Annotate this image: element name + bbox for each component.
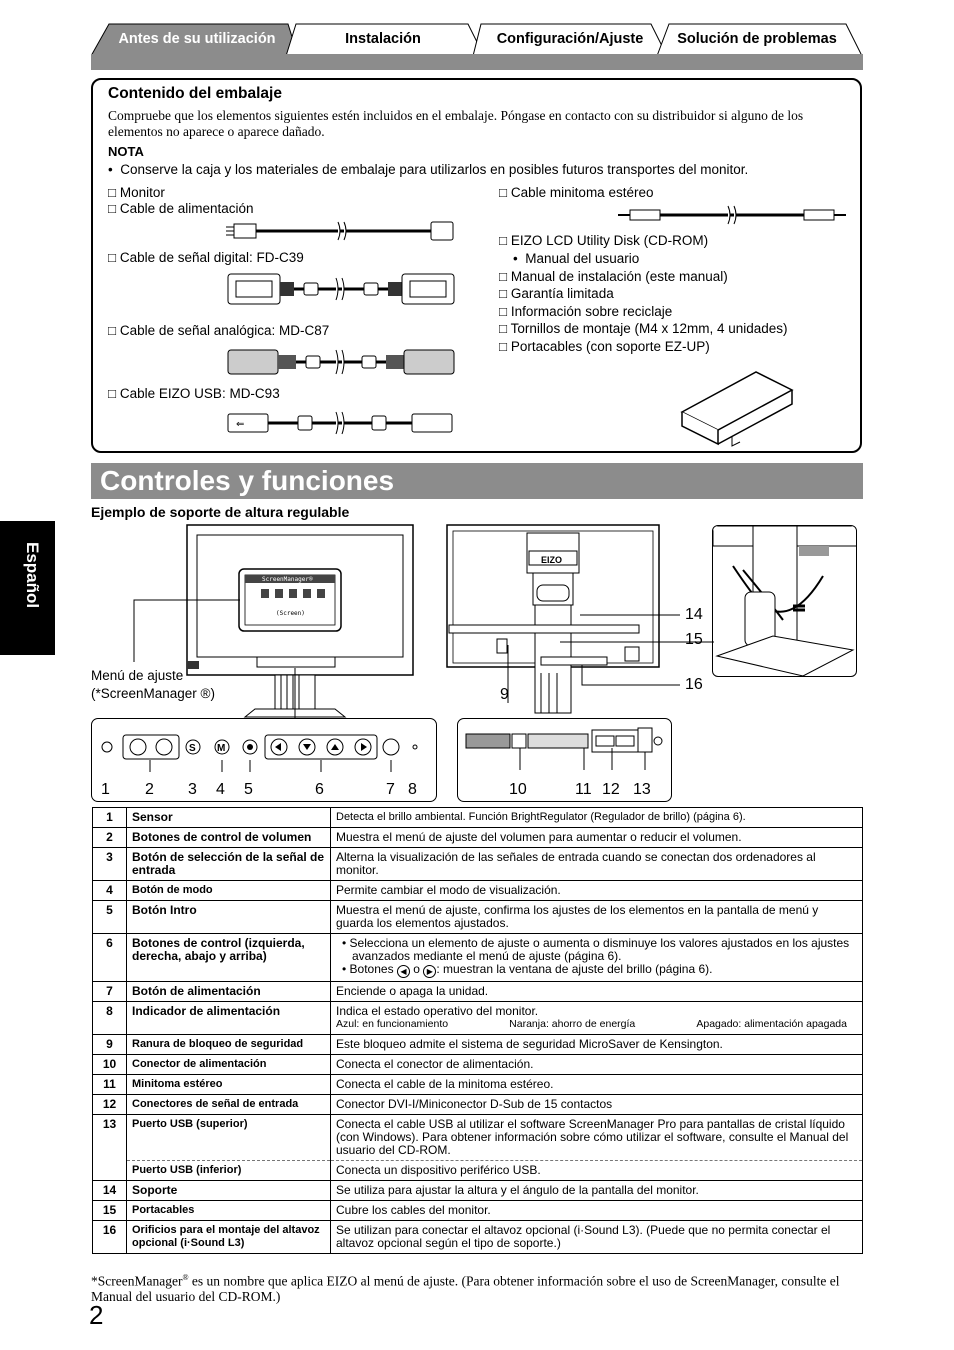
usb-cable-illustration (226, 410, 456, 436)
right-arrow-icon: ▶ (423, 965, 436, 978)
dsub-cable-illustration (226, 344, 456, 380)
table-row: 8 Indicador de alimentación Indica el estado operativo del monitor. Azul: en funcionamiento Naranja: ahorro de energía Apagado: alimentación apagada (93, 1002, 863, 1035)
screen-sub: (Screen) (276, 610, 305, 617)
state-off: Apagado: alimentación apagada (696, 1018, 847, 1030)
stand-closeup-frame (712, 525, 857, 677)
rear-label-14: 14 (685, 606, 703, 623)
table-row: 3 Botón de selección de la señal de entrada Alterna la visualización de las señales de entrada cuando se conectan dos ordenadores al monitor. (93, 848, 863, 881)
rear-label-12: 12 (602, 781, 620, 798)
rear-label-13: 13 (633, 781, 651, 798)
front-label-7: 7 (386, 781, 395, 798)
table-row: 16 Orificios para el montaje del altavoz opcional (i·Sound L3) Se utilizan para conectar el altavoz opcional (i·Sound L3). (Puede que no permita conectar el altavoz opcional según el tipo de soporte.) (93, 1221, 863, 1254)
package-item: □ Información sobre reciclaje (499, 304, 673, 319)
table-row: 13 Puerto USB (superior) Conecta el cable USB al utilizar el software ScreenManager Pro para pantallas de cristal líquido (con Windows). Para obtener información sobre cómo utilizar el software, consulte el Manual del usuario del CD-ROM. (93, 1115, 863, 1161)
diagram-caption: Ejemplo de soporte de altura regulable (91, 504, 350, 520)
table-row: 5 Botón Intro Muestra el menú de ajuste, confirma los ajustes de los elementos en la pantalla de menú y guarda los elementos ajustados. (93, 901, 863, 934)
front-label-3: 3 (188, 781, 197, 798)
power-cable-illustration (226, 218, 456, 244)
svg-text:⇐: ⇐ (236, 419, 245, 430)
front-label-1: 1 (101, 781, 110, 798)
table-row: 15 Portacables Cubre los cables del monitor. (93, 1201, 863, 1221)
tab-solucion[interactable]: Solución de problemas (677, 31, 837, 47)
table-row: 11 Minitoma estéreo Conecta el cable de la minitoma estéreo. (93, 1075, 863, 1095)
menu-callout-line (130, 598, 242, 664)
package-item: □ Cable de señal digital: FD-C39 (108, 250, 304, 265)
footnote (91, 1270, 861, 1304)
table-row: 4 Botón de modo Permite cambiar el modo de visualización. (93, 881, 863, 901)
footnote-text: es un nombre que aplica EIZO al menú de ajuste. (Para obtener información sobre el uso de ScreenManager, consulte el Manual del usuario del CD-ROM.) (91, 1273, 840, 1304)
svg-text:S: S (189, 743, 196, 754)
front-label-4: 4 (216, 781, 225, 798)
package-item: □ EIZO LCD Utility Disk (CD-ROM) (499, 233, 709, 248)
language-label: Español (23, 542, 42, 609)
table-row: 7 Botón de alimentación Enciende o apaga la unidad. (93, 982, 863, 1002)
table-row: Puerto USB (inferior) Conecta un dispositivo periférico USB. (93, 1161, 863, 1181)
rear-label-15: 15 (685, 631, 703, 648)
package-item: □ Cable EIZO USB: MD-C93 (108, 386, 280, 401)
tab-configuracion[interactable]: Configuración/Ajuste (496, 31, 644, 47)
svg-text:M: M (217, 743, 226, 754)
controls-table (92, 807, 863, 1254)
menu-label-line2: (*ScreenManager ®) (91, 686, 215, 701)
row-8-desc: Indica el estado operativo del monitor. Azul: en funcionamiento Naranja: ahorro de energía Apagado: alimentación apagada (331, 1002, 863, 1035)
rear-label-10: 10 (509, 781, 527, 798)
package-item: □ Monitor (108, 185, 165, 200)
table-row: 14 Soporte Se utiliza para ajustar la altura y el ángulo de la pantalla del monitor. (93, 1181, 863, 1201)
rear-label-16: 16 (685, 676, 703, 693)
table-row: 9 Ranura de bloqueo de seguridad Este bloqueo admite el sistema de seguridad MicroSaver de Kensington. (93, 1035, 863, 1055)
package-item: □ Garantía limitada (499, 286, 614, 301)
note-title: NOTA (108, 144, 144, 159)
front-label-2: 2 (145, 781, 154, 798)
package-item: □ Portacables (con soporte EZ-UP) (499, 339, 710, 354)
tab-bar-base (91, 54, 863, 70)
table-row: 2 Botones de control de volumen Muestra el menú de ajuste del volumen para aumentar o reducir el volumen. (93, 828, 863, 848)
dvi-cable-illustration (226, 268, 456, 310)
table-row: 10 Conector de alimentación Conecta el conector de alimentación. (93, 1055, 863, 1075)
note-body: Conserve la caja y los materiales de embalaje para utilizarlos en posibles futuros transportes del monitor. (120, 162, 749, 177)
front-buttons-illustration (95, 730, 435, 776)
eizo-logo: EIZO (541, 555, 563, 565)
rear-label-9: 9 (500, 686, 509, 703)
cable-holder-illustration (672, 368, 796, 450)
package-item: • Manual del usuario (513, 251, 640, 266)
package-item: □ Cable de alimentación (108, 201, 254, 216)
footnote-reg: ® (182, 1273, 189, 1282)
package-item: □ Cable minitoma estéreo (499, 185, 654, 200)
screen-title: ScreenManager® (262, 576, 313, 583)
state-orange: Naranja: ahorro de energía (509, 1018, 636, 1030)
row-6-desc: • Selecciona un elemento de ajuste o aumenta o disminuye los valores ajustados en los ajustes avanzados mediante el menú de ajuste (página 6). • Botones ◀ o ▶ : muestran la ventana de ajuste del brillo (página 6). (331, 934, 863, 982)
package-item: □ Manual de instalación (este manual) (499, 269, 728, 284)
package-item: □ Cable de señal analógica: MD-C87 (108, 323, 330, 338)
minijack-cable-illustration (618, 205, 846, 225)
package-title: Contenido del embalaje (108, 85, 282, 102)
table-row: 6 Botones de control (izquierda, derecha, abajo y arriba) • Selecciona un elemento de ajuste o aumenta o disminuye los valores ajustados en los ajustes avanzados mediante el menú de ajuste (página 6). • Botones ◀ o ▶ : muestran la ventana de ajuste del brillo (página 6). (93, 934, 863, 982)
language-tab (0, 521, 55, 655)
tab-antes[interactable]: Antes de su utilización (118, 31, 276, 47)
menu-label-line1: Menú de ajuste (91, 668, 184, 683)
section-heading: Controles y funciones (91, 463, 863, 499)
footnote-term: ScreenManager (97, 1273, 183, 1289)
rear-label-11: 11 (575, 781, 592, 798)
footnote-mark: * (91, 1273, 98, 1289)
menu-label (91, 667, 215, 703)
table-row: 1 Sensor Detecta el brillo ambiental. Función BrightRegulator (Regulador de brillo) (página 6). (93, 808, 863, 828)
stand-closeup-illustration (713, 526, 857, 677)
package-item: □ Tornillos de montaje (M4 x 12mm, 4 unidades) (499, 321, 788, 336)
rear-connectors-illustration (462, 726, 668, 772)
button-panel-leader (290, 668, 300, 720)
package-intro: Compruebe que los elementos siguientes estén incluidos en el embalaje. Póngase en contacto con su distribuidor si alguno de los elementos no aparece o aparece dañado. (108, 108, 804, 139)
front-label-8: 8 (408, 781, 417, 798)
note-text: • Conserve la caja y los materiales de embalaje para utilizarlos en posibles futuros transportes del monitor. (108, 162, 749, 177)
page-number: 2 (89, 1300, 104, 1330)
front-label-6: 6 (315, 781, 324, 798)
state-blue: Azul: en funcionamiento (336, 1018, 449, 1030)
table-row: 12 Conectores de señal de entrada Conector DVI-I/Miniconector D-Sub de 15 contactos (93, 1095, 863, 1115)
tab-instalacion[interactable]: Instalación (345, 31, 421, 47)
left-arrow-icon: ◀ (397, 965, 410, 978)
front-label-5: 5 (244, 781, 253, 798)
